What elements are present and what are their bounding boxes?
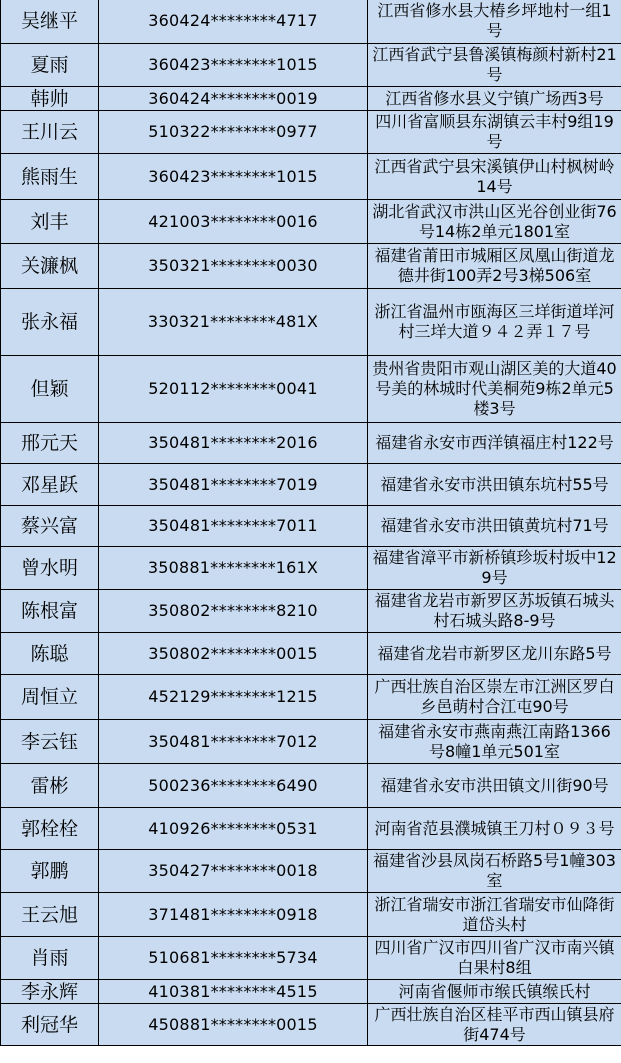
name-cell: 陈聪 — [1, 633, 99, 675]
id-number-cell: 360424********4717 — [99, 0, 368, 44]
table-row — [1, 764, 621, 808]
name-cell: 关濂枫 — [1, 244, 99, 289]
address-cell: 浙江省温州市瓯海区三垟街道垟河村三垟大道９４２弄１７号 — [368, 289, 621, 356]
table-row — [1, 937, 621, 980]
id-number-cell: 350321********0030 — [99, 244, 368, 289]
id-number-cell: 350881********161X — [99, 547, 368, 590]
address-cell: 四川省富顺县东湖镇云丰村9组19号 — [368, 111, 621, 154]
name-cell: 刘丰 — [1, 200, 99, 244]
name-cell: 邓星跃 — [1, 464, 99, 506]
address-cell: 福建省永安市西洋镇福庄村122号 — [368, 423, 621, 464]
address-cell: 贵州省贵阳市观山湖区美的大道40号美的林城时代美桐苑9栋2单元5楼3号 — [368, 356, 621, 423]
table-row — [1, 547, 621, 590]
address-cell: 四川省广汉市四川省广汉市南兴镇白果村8组 — [368, 937, 621, 980]
name-cell: 周恒立 — [1, 675, 99, 720]
table-row — [1, 675, 621, 720]
address-cell: 河南省偃师市缑氏镇缑氏村 — [368, 980, 621, 1004]
id-number-cell: 350481********2016 — [99, 423, 368, 464]
table-row — [1, 423, 621, 464]
address-cell: 福建省龙岩市新罗区苏坂镇石城头村石城头路8-9号 — [368, 590, 621, 633]
address-cell: 福建省沙县凤岗石桥路5号1幢303室 — [368, 850, 621, 893]
id-number-cell: 350481********7019 — [99, 464, 368, 506]
id-number-cell: 410381********4515 — [99, 980, 368, 1004]
table-row — [1, 87, 621, 111]
table-row — [1, 506, 621, 547]
table-row — [1, 808, 621, 850]
table-row — [1, 590, 621, 633]
address-cell: 广西壮族自治区桂平市西山镇县府街474号 — [368, 1004, 621, 1046]
id-number-cell: 350802********8210 — [99, 590, 368, 633]
table-row — [1, 464, 621, 506]
address-cell: 江西省修水县大椿乡坪地村一组1号 — [368, 0, 621, 44]
table-row — [1, 44, 621, 87]
table-row — [1, 720, 621, 764]
address-cell: 广西壮族自治区崇左市江洲区罗白乡邑萌村合江屯90号 — [368, 675, 621, 720]
name-cell: 韩帅 — [1, 87, 99, 111]
table-row — [1, 633, 621, 675]
id-number-cell: 360423********1015 — [99, 154, 368, 200]
id-number-cell: 350427********0018 — [99, 850, 368, 893]
table-row — [1, 0, 621, 44]
address-cell: 福建省龙岩市新罗区龙川东路5号 — [368, 633, 621, 675]
name-cell: 蔡兴富 — [1, 506, 99, 547]
name-cell: 熊雨生 — [1, 154, 99, 200]
table-row — [1, 893, 621, 937]
id-number-cell: 360423********1015 — [99, 44, 368, 87]
id-number-cell: 450881********0015 — [99, 1004, 368, 1046]
table-row — [1, 850, 621, 893]
name-cell: 李云钰 — [1, 720, 99, 764]
address-cell: 浙江省瑞安市浙江省瑞安市仙降街道岱头村 — [368, 893, 621, 937]
name-cell: 肖雨 — [1, 937, 99, 980]
id-number-cell: 330321********481X — [99, 289, 368, 356]
id-number-cell: 500236********6490 — [99, 764, 368, 808]
name-cell: 夏雨 — [1, 44, 99, 87]
address-cell: 江西省武宁县鲁溪镇梅颜村新村21号 — [368, 44, 621, 87]
id-number-cell: 510681********5734 — [99, 937, 368, 980]
table-row — [1, 154, 621, 200]
id-number-cell: 360424********0019 — [99, 87, 368, 111]
table-row — [1, 356, 621, 423]
name-cell: 王云旭 — [1, 893, 99, 937]
name-cell: 王川云 — [1, 111, 99, 154]
name-cell: 邢元天 — [1, 423, 99, 464]
name-cell: 吴继平 — [1, 0, 99, 44]
table-row — [1, 111, 621, 154]
table-row — [1, 200, 621, 244]
table-row — [1, 289, 621, 356]
address-cell: 福建省漳平市新桥镇珍坂村坂中129号 — [368, 547, 621, 590]
name-cell: 郭鹏 — [1, 850, 99, 893]
name-cell: 但颖 — [1, 356, 99, 423]
table-body — [1, 0, 621, 1046]
id-number-cell: 421003********0016 — [99, 200, 368, 244]
address-cell: 河南省范县濮城镇王刀村０９３号 — [368, 808, 621, 850]
address-cell: 福建省莆田市城厢区凤凰山街道龙德井街100弄2号3梯506室 — [368, 244, 621, 289]
id-number-cell: 510322********0977 — [99, 111, 368, 154]
name-cell: 雷彬 — [1, 764, 99, 808]
address-cell: 江西省武宁县宋溪镇伊山村枫树岭14号 — [368, 154, 621, 200]
id-number-cell: 371481********0918 — [99, 893, 368, 937]
address-cell: 福建省永安市洪田镇黄坑村71号 — [368, 506, 621, 547]
address-cell: 福建省永安市洪田镇文川街90号 — [368, 764, 621, 808]
id-number-cell: 452129********1215 — [99, 675, 368, 720]
table-row — [1, 244, 621, 289]
name-cell: 李永辉 — [1, 980, 99, 1004]
table-row — [1, 1004, 621, 1046]
name-cell: 利冠华 — [1, 1004, 99, 1046]
name-cell: 陈根富 — [1, 590, 99, 633]
address-cell: 福建省永安市燕南燕江南路1366号8幢1单元501室 — [368, 720, 621, 764]
id-number-cell: 350481********7012 — [99, 720, 368, 764]
id-number-cell: 350802********0015 — [99, 633, 368, 675]
name-cell: 曾水明 — [1, 547, 99, 590]
id-number-cell: 520112********0041 — [99, 356, 368, 423]
id-number-cell: 410926********0531 — [99, 808, 368, 850]
name-cell: 郭栓栓 — [1, 808, 99, 850]
name-cell: 张永福 — [1, 289, 99, 356]
address-cell: 江西省修水县义宁镇广场西3号 — [368, 87, 621, 111]
id-number-cell: 350481********7011 — [99, 506, 368, 547]
address-cell: 福建省永安市洪田镇东坑村55号 — [368, 464, 621, 506]
table-row — [1, 980, 621, 1004]
address-cell: 湖北省武汉市洪山区光谷创业街76号14栋2单元1801室 — [368, 200, 621, 244]
